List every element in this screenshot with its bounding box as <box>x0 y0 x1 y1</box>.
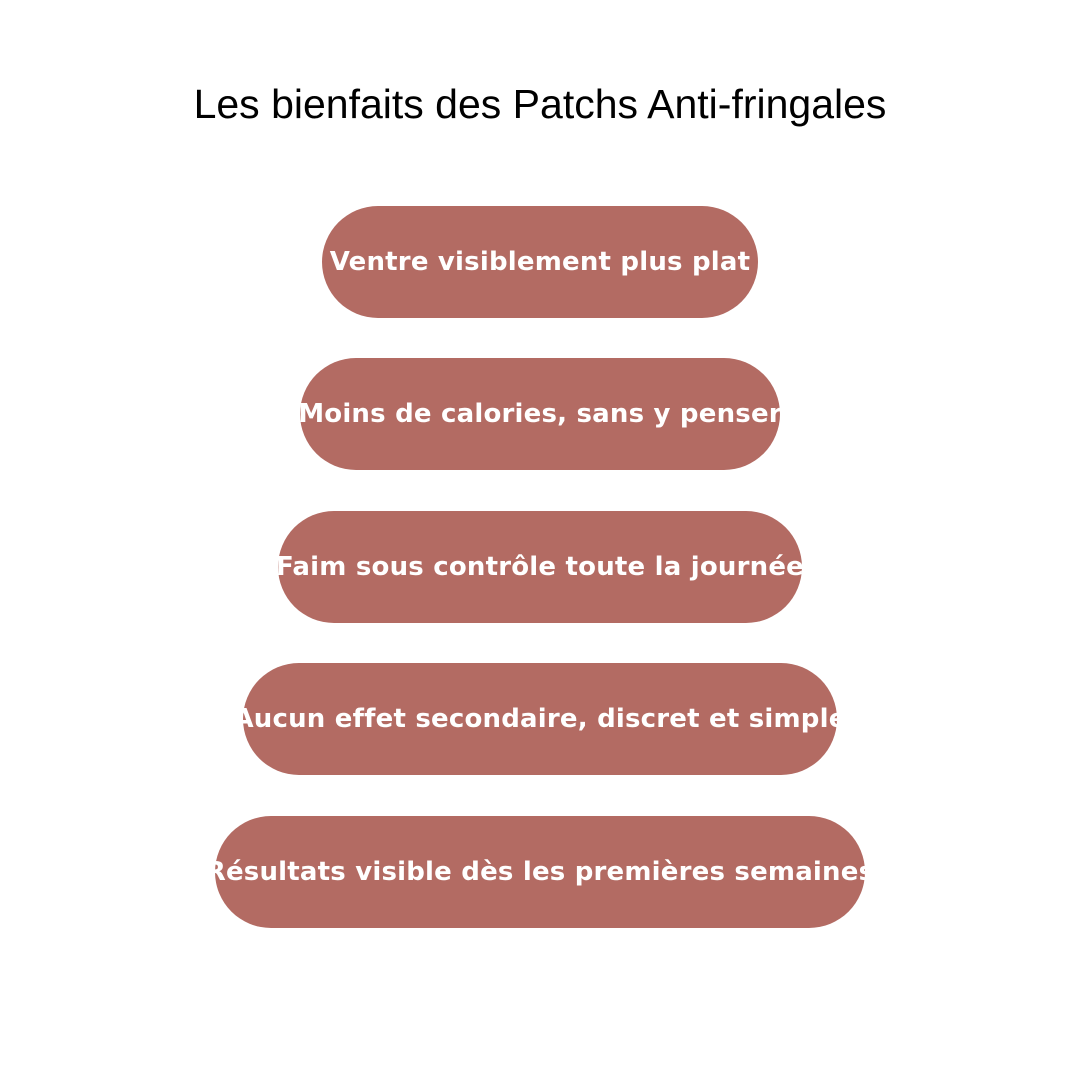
benefit-pill-visible-results: Résultats visible dès les premières semaines <box>215 816 865 928</box>
benefit-pill-no-side-effects: Aucun effet secondaire, discret et simple <box>243 663 837 775</box>
page-title: Les bienfaits des Patchs Anti-fringales <box>193 81 887 127</box>
benefit-pill-flat-belly: Ventre visiblement plus plat <box>322 206 758 318</box>
benefit-pill-hunger-control: Faim sous contrôle toute la journée <box>278 511 802 623</box>
benefit-pill-fewer-calories: Moins de calories, sans y penser <box>300 358 780 470</box>
